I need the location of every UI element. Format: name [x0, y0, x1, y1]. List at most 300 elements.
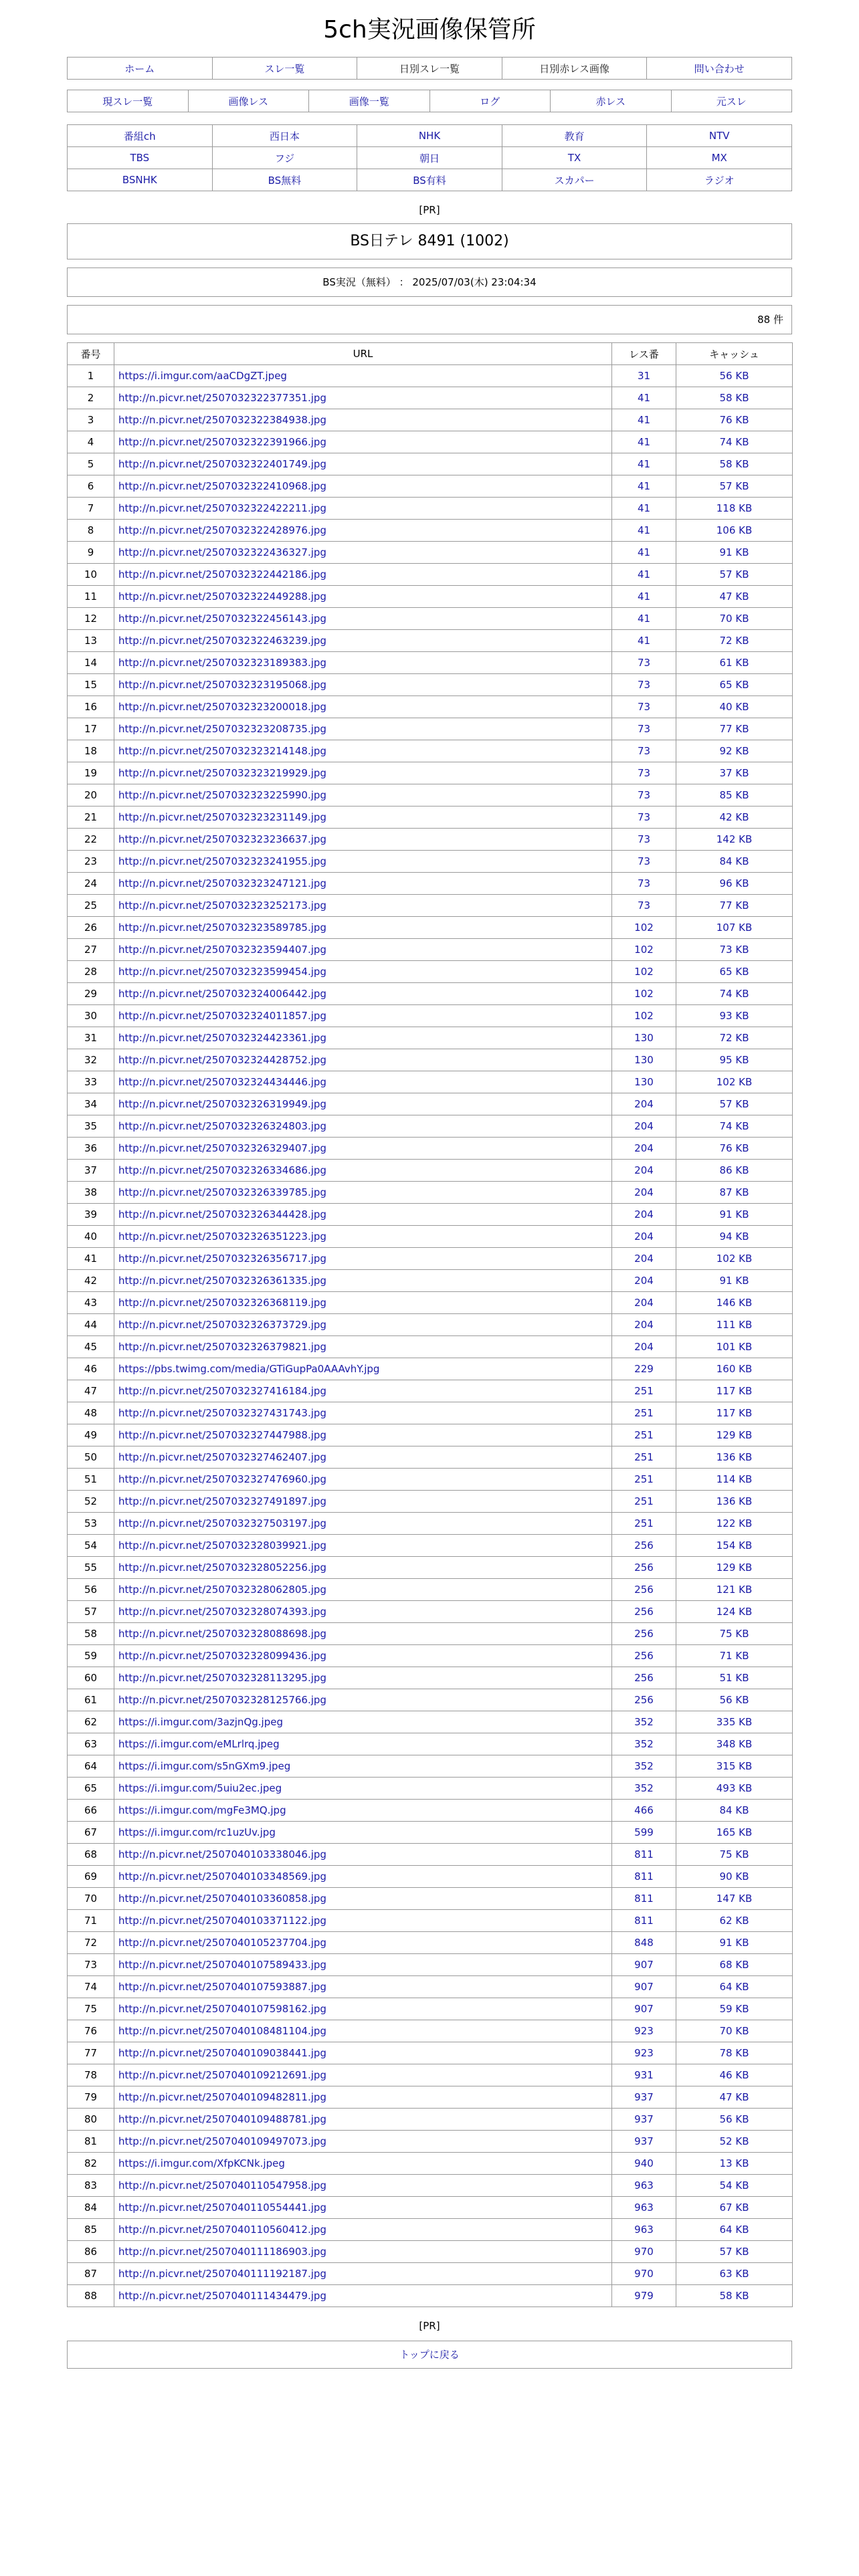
res-number-link[interactable]: 204: [634, 1164, 654, 1176]
cache-size-link[interactable]: 129 KB: [716, 1429, 753, 1441]
cache-size-link[interactable]: 124 KB: [716, 1606, 753, 1618]
channel-item[interactable]: フジ: [274, 152, 295, 165]
cache-size-link[interactable]: 122 KB: [716, 1517, 753, 1529]
channel-item[interactable]: 番組ch: [123, 130, 156, 142]
res-number-link[interactable]: 931: [634, 2069, 654, 2081]
res-number-link[interactable]: 41: [637, 458, 651, 470]
cache-size-link[interactable]: 56 KB: [719, 2113, 749, 2125]
cache-size-link[interactable]: 93 KB: [719, 1010, 749, 1022]
res-number-link[interactable]: 256: [634, 1584, 654, 1596]
res-number-link[interactable]: 811: [634, 1848, 654, 1860]
res-number-link[interactable]: 256: [634, 1539, 654, 1551]
table-row: [68, 1733, 793, 1755]
main-nav-item[interactable]: 問い合わせ: [694, 62, 745, 75]
cache-size-link[interactable]: 75 KB: [719, 1628, 749, 1640]
image-url-link[interactable]: http://n.picvr.net/2507032322401749.jpg: [118, 458, 326, 470]
cache-size-link[interactable]: 117 KB: [716, 1407, 753, 1419]
image-url-link[interactable]: http://n.picvr.net/2507032322449288.jpg: [118, 591, 326, 603]
image-url-link[interactable]: http://n.picvr.net/2507032322442186.jpg: [118, 568, 326, 580]
res-number-link[interactable]: 130: [634, 1054, 654, 1066]
cache-size-link[interactable]: 58 KB: [719, 2290, 749, 2302]
cache-size-link[interactable]: 46 KB: [719, 2069, 749, 2081]
image-url-link[interactable]: http://n.picvr.net/2507040109038441.jpg: [118, 2047, 326, 2059]
cache-size-link[interactable]: 74 KB: [719, 1120, 749, 1132]
res-number-link[interactable]: 811: [634, 1870, 654, 1883]
cache-size-link[interactable]: 56 KB: [719, 1694, 749, 1706]
res-number-link[interactable]: 963: [634, 2179, 654, 2191]
cache-size-link[interactable]: 121 KB: [716, 1584, 753, 1596]
res-number-link[interactable]: 102: [634, 988, 654, 1000]
thread-nav-item[interactable]: 元スレ: [716, 95, 747, 108]
cache-size-link[interactable]: 96 KB: [719, 877, 749, 889]
image-url-link[interactable]: http://n.picvr.net/2507032328125766.jpg: [118, 1694, 326, 1706]
image-url-link[interactable]: http://n.picvr.net/2507032323247121.jpg: [118, 877, 326, 889]
cache-size-link[interactable]: 37 KB: [719, 767, 749, 779]
res-number-link[interactable]: 811: [634, 1915, 654, 1927]
cache-size-link[interactable]: 70 KB: [719, 613, 749, 625]
image-url-link[interactable]: http://n.picvr.net/2507040109497073.jpg: [118, 2135, 326, 2147]
image-url-link[interactable]: http://n.picvr.net/2507032323599454.jpg: [118, 966, 326, 978]
res-number-link[interactable]: 937: [634, 2091, 654, 2103]
image-url-link[interactable]: http://n.picvr.net/2507040105237704.jpg: [118, 1937, 326, 1949]
image-url-link[interactable]: http://n.picvr.net/2507032323219929.jpg: [118, 767, 326, 779]
cache-size-link[interactable]: 91 KB: [719, 546, 749, 558]
cache-size-link[interactable]: 94 KB: [719, 1230, 749, 1243]
res-number-link[interactable]: 352: [634, 1782, 654, 1794]
res-number-link[interactable]: 41: [637, 502, 651, 514]
res-number-link[interactable]: 251: [634, 1385, 654, 1397]
thread-nav-item[interactable]: ログ: [480, 95, 500, 108]
cache-size-link[interactable]: 114 KB: [716, 1473, 753, 1485]
res-number-link[interactable]: 256: [634, 1650, 654, 1662]
image-url-link[interactable]: http://n.picvr.net/2507040111192187.jpg: [118, 2268, 326, 2280]
cache-size-link[interactable]: 59 KB: [719, 2003, 749, 2015]
res-number-link[interactable]: 352: [634, 1738, 654, 1750]
res-number-link[interactable]: 73: [637, 767, 651, 779]
res-number-link[interactable]: 256: [634, 1628, 654, 1640]
image-url-link[interactable]: http://n.picvr.net/2507032322422211.jpg: [118, 502, 326, 514]
cache-size-link[interactable]: 107 KB: [716, 922, 753, 934]
res-number-link[interactable]: 31: [637, 370, 651, 382]
cache-size-link[interactable]: 51 KB: [719, 1672, 749, 1684]
image-url-link[interactable]: http://n.picvr.net/2507032322391966.jpg: [118, 436, 326, 448]
channel-item[interactable]: NTV: [708, 130, 730, 142]
image-url-link[interactable]: http://n.picvr.net/2507032322456143.jpg: [118, 613, 326, 625]
cache-size-link[interactable]: 335 KB: [716, 1716, 753, 1728]
main-nav-item[interactable]: 日別スレ一覧: [399, 62, 460, 75]
res-number-link[interactable]: 204: [634, 1275, 654, 1287]
image-url-link[interactable]: http://n.picvr.net/2507032326324803.jpg: [118, 1120, 326, 1132]
res-number-link[interactable]: 41: [637, 635, 651, 647]
res-number-link[interactable]: 41: [637, 392, 651, 404]
image-url-link[interactable]: http://n.picvr.net/2507032326319949.jpg: [118, 1098, 326, 1110]
channel-item[interactable]: BS無料: [268, 174, 302, 187]
res-number-link[interactable]: 41: [637, 480, 651, 492]
cache-size-link[interactable]: 68 KB: [719, 1959, 749, 1971]
res-number-link[interactable]: 102: [634, 1010, 654, 1022]
res-number-link[interactable]: 73: [637, 657, 651, 669]
cache-size-link[interactable]: 57 KB: [719, 2246, 749, 2258]
image-url-link[interactable]: http://n.picvr.net/2507032323189383.jpg: [118, 657, 326, 669]
res-number-link[interactable]: 73: [637, 855, 651, 867]
cache-size-link[interactable]: 493 KB: [716, 1782, 753, 1794]
cache-size-link[interactable]: 65 KB: [719, 966, 749, 978]
cache-size-link[interactable]: 57 KB: [719, 1098, 749, 1110]
cache-size-link[interactable]: 101 KB: [716, 1341, 753, 1353]
image-url-link[interactable]: http://n.picvr.net/2507032324428752.jpg: [118, 1054, 326, 1066]
res-number-link[interactable]: 970: [634, 2268, 654, 2280]
image-url-link[interactable]: http://n.picvr.net/2507032324006442.jpg: [118, 988, 326, 1000]
back-to-top-link[interactable]: トップに戻る: [399, 2349, 460, 2361]
cache-size-cell: [676, 1954, 793, 1976]
row-number-cell: 59: [68, 1645, 114, 1667]
image-url-link[interactable]: http://n.picvr.net/2507032323589785.jpg: [118, 922, 326, 934]
res-number-link[interactable]: 907: [634, 2003, 654, 2015]
res-number-link[interactable]: 41: [637, 524, 651, 536]
cache-size-link[interactable]: 13 KB: [719, 2157, 749, 2169]
cache-size-link[interactable]: 102 KB: [716, 1253, 753, 1265]
res-number-link[interactable]: 73: [637, 899, 651, 911]
thread-nav-item[interactable]: 画像一覧: [349, 95, 389, 108]
res-number-link[interactable]: 204: [634, 1230, 654, 1243]
cache-size-cell: [676, 453, 793, 475]
cache-size-link[interactable]: 92 KB: [719, 745, 749, 757]
image-url-link[interactable]: http://n.picvr.net/2507032322410968.jpg: [118, 480, 326, 492]
res-number-link[interactable]: 251: [634, 1473, 654, 1485]
cache-size-link[interactable]: 65 KB: [719, 679, 749, 691]
cache-size-cell: [676, 1513, 793, 1535]
res-number-link[interactable]: 130: [634, 1076, 654, 1088]
cache-size-link[interactable]: 85 KB: [719, 789, 749, 801]
res-number-link[interactable]: 204: [634, 1120, 654, 1132]
image-url-link[interactable]: http://n.picvr.net/2507032323200018.jpg: [118, 701, 326, 713]
image-url-link[interactable]: http://n.picvr.net/2507040103360858.jpg: [118, 1893, 326, 1905]
image-url-link[interactable]: http://n.picvr.net/2507032327431743.jpg: [118, 1407, 326, 1419]
cache-size-link[interactable]: 58 KB: [719, 392, 749, 404]
cache-size-link[interactable]: 95 KB: [719, 1054, 749, 1066]
res-number-link[interactable]: 848: [634, 1937, 654, 1949]
channel-nav: [67, 124, 792, 191]
res-number-link[interactable]: 41: [637, 414, 651, 426]
image-url-link[interactable]: http://n.picvr.net/2507040111186903.jpg: [118, 2246, 326, 2258]
res-number-link[interactable]: 102: [634, 922, 654, 934]
cache-size-link[interactable]: 67 KB: [719, 2202, 749, 2214]
image-url-link[interactable]: http://n.picvr.net/2507032323236637.jpg: [118, 833, 326, 845]
thread-nav-item[interactable]: 赤レス: [595, 95, 626, 108]
cache-size-link[interactable]: 90 KB: [719, 1870, 749, 1883]
res-number-link[interactable]: 204: [634, 1253, 654, 1265]
channel-item[interactable]: TBS: [130, 152, 150, 164]
main-nav-item[interactable]: スレ一覧: [264, 62, 305, 75]
image-url-link[interactable]: http://n.picvr.net/2507032322463239.jpg: [118, 635, 326, 647]
thread-nav-item[interactable]: 現スレ一覧: [102, 95, 153, 108]
image-url-link[interactable]: http://n.picvr.net/2507032326379821.jpg: [118, 1341, 326, 1353]
channel-item[interactable]: TX: [567, 152, 581, 164]
cache-size-link[interactable]: 165 KB: [716, 1826, 753, 1838]
cache-size-link[interactable]: 147 KB: [716, 1893, 753, 1905]
cache-size-link[interactable]: 77 KB: [719, 899, 749, 911]
cache-size-link[interactable]: 106 KB: [716, 524, 753, 536]
image-url-link[interactable]: http://n.picvr.net/2507032323225990.jpg: [118, 789, 326, 801]
res-number-link[interactable]: 937: [634, 2113, 654, 2125]
res-number-link[interactable]: 73: [637, 789, 651, 801]
cache-size-link[interactable]: 111 KB: [716, 1319, 753, 1331]
image-url-link[interactable]: http://n.picvr.net/2507032326344428.jpg: [118, 1208, 326, 1220]
res-number-link[interactable]: 73: [637, 811, 651, 823]
image-url-link[interactable]: http://n.picvr.net/2507032322428976.jpg: [118, 524, 326, 536]
image-url-link[interactable]: http://n.picvr.net/2507032324011857.jpg: [118, 1010, 326, 1022]
cache-size-link[interactable]: 142 KB: [716, 833, 753, 845]
cache-size-link[interactable]: 63 KB: [719, 2268, 749, 2280]
res-number-link[interactable]: 251: [634, 1495, 654, 1507]
cache-size-link[interactable]: 91 KB: [719, 1937, 749, 1949]
cache-size-link[interactable]: 117 KB: [716, 1385, 753, 1397]
res-number-link[interactable]: 970: [634, 2246, 654, 2258]
image-url-link[interactable]: http://n.picvr.net/2507032328062805.jpg: [118, 1584, 326, 1596]
res-number-link[interactable]: 940: [634, 2157, 654, 2169]
image-url-link[interactable]: http://n.picvr.net/2507032322377351.jpg: [118, 392, 326, 404]
res-number-link[interactable]: 963: [634, 2202, 654, 2214]
res-number-link[interactable]: 41: [637, 568, 651, 580]
channel-item[interactable]: 教育: [564, 130, 585, 142]
res-number-link[interactable]: 466: [634, 1804, 654, 1816]
image-url-link[interactable]: https://i.imgur.com/rc1uzUv.jpg: [118, 1826, 276, 1838]
main-nav-item[interactable]: 日別赤レス画像: [539, 62, 609, 75]
image-url-link[interactable]: http://n.picvr.net/2507032327476960.jpg: [118, 1473, 326, 1485]
res-number-link[interactable]: 923: [634, 2025, 654, 2037]
cache-size-link[interactable]: 56 KB: [719, 370, 749, 382]
image-url-link[interactable]: http://n.picvr.net/2507032328039921.jpg: [118, 1539, 326, 1551]
image-url-link[interactable]: http://n.picvr.net/2507040103371122.jpg: [118, 1915, 326, 1927]
image-url-link[interactable]: http://n.picvr.net/2507032328099436.jpg: [118, 1650, 326, 1662]
res-number-link[interactable]: 251: [634, 1517, 654, 1529]
image-url-link[interactable]: http://n.picvr.net/2507032327462407.jpg: [118, 1451, 326, 1463]
cache-size-link[interactable]: 160 KB: [716, 1363, 753, 1375]
image-url-link[interactable]: http://n.picvr.net/2507032322436327.jpg: [118, 546, 326, 558]
cache-size-link[interactable]: 72 KB: [719, 635, 749, 647]
cache-size-link[interactable]: 136 KB: [716, 1495, 753, 1507]
image-url-link[interactable]: http://n.picvr.net/2507032326334686.jpg: [118, 1164, 326, 1176]
res-number-link[interactable]: 73: [637, 833, 651, 845]
image-url-link[interactable]: http://n.picvr.net/2507040108481104.jpg: [118, 2025, 326, 2037]
res-number-link[interactable]: 204: [634, 1186, 654, 1198]
cache-size-link[interactable]: 70 KB: [719, 2025, 749, 2037]
image-url-link[interactable]: http://n.picvr.net/2507032323252173.jpg: [118, 899, 326, 911]
res-number-link[interactable]: 352: [634, 1760, 654, 1772]
res-number-link[interactable]: 963: [634, 2224, 654, 2236]
res-number-link[interactable]: 923: [634, 2047, 654, 2059]
cache-size-link[interactable]: 74 KB: [719, 436, 749, 448]
image-url-link[interactable]: http://n.picvr.net/2507032326361335.jpg: [118, 1275, 326, 1287]
cache-size-link[interactable]: 129 KB: [716, 1562, 753, 1574]
image-url-link[interactable]: http://n.picvr.net/2507040103348569.jpg: [118, 1870, 326, 1883]
cache-size-link[interactable]: 47 KB: [719, 591, 749, 603]
image-url-link[interactable]: http://n.picvr.net/2507040107593887.jpg: [118, 1981, 326, 1993]
cache-size-link[interactable]: 62 KB: [719, 1915, 749, 1927]
res-number-link[interactable]: 256: [634, 1562, 654, 1574]
image-url-link[interactable]: https://i.imgur.com/aaCDgZT.jpeg: [118, 370, 287, 382]
image-url-link[interactable]: http://n.picvr.net/2507032326373729.jpg: [118, 1319, 326, 1331]
cache-size-link[interactable]: 87 KB: [719, 1186, 749, 1198]
image-url-link[interactable]: http://n.picvr.net/2507032328052256.jpg: [118, 1562, 326, 1574]
image-url-link[interactable]: http://n.picvr.net/2507032323208735.jpg: [118, 723, 326, 735]
cache-size-link[interactable]: 57 KB: [719, 568, 749, 580]
image-url-link[interactable]: http://n.picvr.net/2507032326329407.jpg: [118, 1142, 326, 1154]
res-number-link[interactable]: 204: [634, 1341, 654, 1353]
cache-size-link[interactable]: 76 KB: [719, 1142, 749, 1154]
res-number-link[interactable]: 907: [634, 1981, 654, 1993]
cache-size-link[interactable]: 42 KB: [719, 811, 749, 823]
image-url-link[interactable]: http://n.picvr.net/2507040107589433.jpg: [118, 1959, 326, 1971]
res-number-link[interactable]: 204: [634, 1297, 654, 1309]
image-url-link[interactable]: http://n.picvr.net/2507040111434479.jpg: [118, 2290, 326, 2302]
res-number-link[interactable]: 41: [637, 613, 651, 625]
res-number-link[interactable]: 256: [634, 1606, 654, 1618]
cache-size-link[interactable]: 91 KB: [719, 1275, 749, 1287]
image-url-link[interactable]: http://n.picvr.net/2507032326356717.jpg: [118, 1253, 326, 1265]
image-url-link[interactable]: http://n.picvr.net/2507032326368119.jpg: [118, 1297, 326, 1309]
image-url-link[interactable]: http://n.picvr.net/2507032328074393.jpg: [118, 1606, 326, 1618]
cache-size-link[interactable]: 84 KB: [719, 855, 749, 867]
image-url-link[interactable]: http://n.picvr.net/2507032327416184.jpg: [118, 1385, 326, 1397]
res-number-link[interactable]: 73: [637, 745, 651, 757]
res-number-link[interactable]: 41: [637, 546, 651, 558]
thread-nav-item[interactable]: 画像レス: [228, 95, 269, 108]
res-number-link[interactable]: 256: [634, 1672, 654, 1684]
res-number-link[interactable]: 204: [634, 1208, 654, 1220]
res-number-link[interactable]: 204: [634, 1319, 654, 1331]
channel-item[interactable]: BS有料: [413, 174, 446, 187]
cache-size-link[interactable]: 73 KB: [719, 944, 749, 956]
image-url-link[interactable]: http://n.picvr.net/2507040110560412.jpg: [118, 2224, 326, 2236]
cache-size-link[interactable]: 315 KB: [716, 1760, 753, 1772]
cache-size-link[interactable]: 76 KB: [719, 414, 749, 426]
cache-size-link[interactable]: 54 KB: [719, 2179, 749, 2191]
cache-size-link[interactable]: 40 KB: [719, 701, 749, 713]
res-number-link[interactable]: 251: [634, 1429, 654, 1441]
cache-size-link[interactable]: 58 KB: [719, 458, 749, 470]
cache-size-link[interactable]: 154 KB: [716, 1539, 753, 1551]
res-number-link[interactable]: 599: [634, 1826, 654, 1838]
res-number-link[interactable]: 73: [637, 679, 651, 691]
res-number-link[interactable]: 204: [634, 1098, 654, 1110]
res-number-link[interactable]: 979: [634, 2290, 654, 2302]
cache-size-link[interactable]: 136 KB: [716, 1451, 753, 1463]
cache-size-link[interactable]: 348 KB: [716, 1738, 753, 1750]
res-number-link[interactable]: 73: [637, 723, 651, 735]
cache-size-link[interactable]: 47 KB: [719, 2091, 749, 2103]
res-number-link[interactable]: 73: [637, 701, 651, 713]
main-nav-item[interactable]: ホーム: [124, 62, 155, 75]
image-url-link[interactable]: https://i.imgur.com/mgFe3MQ.jpg: [118, 1804, 286, 1816]
image-url-link[interactable]: http://n.picvr.net/2507032324434446.jpg: [118, 1076, 326, 1088]
res-number-link[interactable]: 251: [634, 1407, 654, 1419]
res-number-link[interactable]: 41: [637, 591, 651, 603]
channel-item[interactable]: 西日本: [269, 130, 300, 142]
image-url-link[interactable]: https://i.imgur.com/s5nGXm9.jpeg: [118, 1760, 291, 1772]
channel-item[interactable]: ラジオ: [704, 174, 735, 187]
channel-item[interactable]: 朝日: [419, 152, 440, 165]
cache-size-link[interactable]: 64 KB: [719, 1981, 749, 1993]
image-url-link[interactable]: http://n.picvr.net/2507032323594407.jpg: [118, 944, 326, 956]
cache-size-link[interactable]: 64 KB: [719, 2224, 749, 2236]
image-url-link[interactable]: http://n.picvr.net/2507032323195068.jpg: [118, 679, 326, 691]
image-url-link[interactable]: http://n.picvr.net/2507032323214148.jpg: [118, 745, 326, 757]
image-url-link[interactable]: https://i.imgur.com/XfpKCNk.jpeg: [118, 2157, 285, 2169]
cache-size-link[interactable]: 118 KB: [716, 502, 753, 514]
res-number-link[interactable]: 811: [634, 1893, 654, 1905]
res-number-link[interactable]: 251: [634, 1451, 654, 1463]
image-url-link[interactable]: https://i.imgur.com/5uiu2ec.jpeg: [118, 1782, 282, 1794]
image-url-link[interactable]: http://n.picvr.net/2507040109482811.jpg: [118, 2091, 326, 2103]
res-number-link[interactable]: 102: [634, 966, 654, 978]
image-url-link[interactable]: http://n.picvr.net/2507040107598162.jpg: [118, 2003, 326, 2015]
image-url-link[interactable]: http://n.picvr.net/2507032327503197.jpg: [118, 1517, 326, 1529]
cache-size-link[interactable]: 84 KB: [719, 1804, 749, 1816]
image-url-link[interactable]: https://i.imgur.com/3azjnQg.jpeg: [118, 1716, 283, 1728]
cache-size-link[interactable]: 52 KB: [719, 2135, 749, 2147]
image-url-cell: [114, 2109, 612, 2131]
res-number-link[interactable]: 73: [637, 877, 651, 889]
image-url-link[interactable]: http://n.picvr.net/2507032322384938.jpg: [118, 414, 326, 426]
image-url-link[interactable]: http://n.picvr.net/2507032327491897.jpg: [118, 1495, 326, 1507]
channel-item[interactable]: BSNHK: [122, 174, 157, 186]
channel-item[interactable]: NHK: [418, 130, 441, 142]
image-url-link[interactable]: http://n.picvr.net/2507032327447988.jpg: [118, 1429, 326, 1441]
cache-size-link[interactable]: 102 KB: [716, 1076, 753, 1088]
cache-size-link[interactable]: 146 KB: [716, 1297, 753, 1309]
res-number-link[interactable]: 204: [634, 1142, 654, 1154]
image-url-link[interactable]: http://n.picvr.net/2507040109212691.jpg: [118, 2069, 326, 2081]
cache-size-link[interactable]: 71 KB: [719, 1650, 749, 1662]
image-url-link[interactable]: https://i.imgur.com/eMLrlrq.jpeg: [118, 1738, 280, 1750]
cache-size-link[interactable]: 72 KB: [719, 1032, 749, 1044]
image-url-link[interactable]: http://n.picvr.net/2507032323231149.jpg: [118, 811, 326, 823]
cache-size-link[interactable]: 74 KB: [719, 988, 749, 1000]
res-number-link[interactable]: 41: [637, 436, 651, 448]
image-url-link[interactable]: http://n.picvr.net/2507032326351223.jpg: [118, 1230, 326, 1243]
res-number-link[interactable]: 907: [634, 1959, 654, 1971]
image-url-link[interactable]: http://n.picvr.net/2507032328088698.jpg: [118, 1628, 326, 1640]
cache-size-link[interactable]: 77 KB: [719, 723, 749, 735]
image-url-link[interactable]: http://n.picvr.net/2507032323241955.jpg: [118, 855, 326, 867]
cache-size-link[interactable]: 75 KB: [719, 1848, 749, 1860]
image-url-cell: [114, 652, 612, 674]
res-number-cell: [612, 1711, 676, 1733]
cache-size-link[interactable]: 57 KB: [719, 480, 749, 492]
cache-size-link[interactable]: 61 KB: [719, 657, 749, 669]
res-number-link[interactable]: 130: [634, 1032, 654, 1044]
res-number-link[interactable]: 102: [634, 944, 654, 956]
image-url-link[interactable]: http://n.picvr.net/2507040109488781.jpg: [118, 2113, 326, 2125]
res-number-link[interactable]: 229: [634, 1363, 654, 1375]
image-url-link[interactable]: http://n.picvr.net/2507032328113295.jpg: [118, 1672, 326, 1684]
channel-item[interactable]: MX: [711, 152, 727, 164]
cache-size-link[interactable]: 91 KB: [719, 1208, 749, 1220]
image-url-link[interactable]: http://n.picvr.net/2507032326339785.jpg: [118, 1186, 326, 1198]
res-number-link[interactable]: 937: [634, 2135, 654, 2147]
channel-item[interactable]: スカパー: [554, 174, 595, 187]
image-url-link[interactable]: https://pbs.twimg.com/media/GTiGupPa0AAAvhY.jpg: [118, 1363, 380, 1375]
cache-size-link[interactable]: 86 KB: [719, 1164, 749, 1176]
image-url-link[interactable]: http://n.picvr.net/2507032324423361.jpg: [118, 1032, 326, 1044]
cache-size-link[interactable]: 78 KB: [719, 2047, 749, 2059]
res-number-link[interactable]: 256: [634, 1694, 654, 1706]
image-url-link[interactable]: http://n.picvr.net/2507040103338046.jpg: [118, 1848, 326, 1860]
image-url-link[interactable]: http://n.picvr.net/2507040110554441.jpg: [118, 2202, 326, 2214]
res-number-link[interactable]: 352: [634, 1716, 654, 1728]
image-url-link[interactable]: http://n.picvr.net/2507040110547958.jpg: [118, 2179, 326, 2191]
